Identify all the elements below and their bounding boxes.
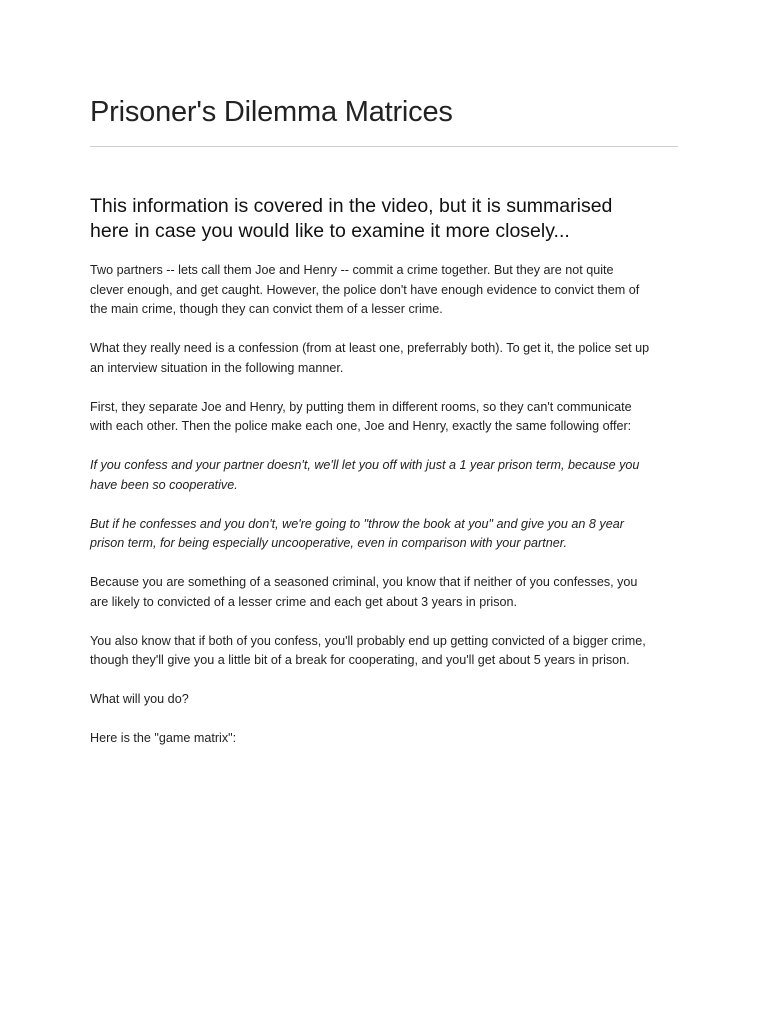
text-line: Here is the "game matrix": [90, 731, 237, 745]
text-line: the main crime, though they can convict them of a lesser crime. [90, 302, 443, 316]
paragraph-matrix-intro [90, 729, 680, 749]
paragraph-neither-confesses [90, 573, 680, 612]
text-line: have been so cooperative. [90, 477, 238, 492]
text-line: are likely to convicted of a lesser crime and each get about 3 years in prison. [90, 594, 518, 609]
text-line: with each other. Then the police make each one, Joe and Henry, exactly the same following offer: [90, 419, 632, 433]
text-line: What they really need is a confession (from at least one, preferrably both). To get it, the police set up [90, 341, 650, 355]
paragraph-question [90, 690, 680, 710]
paragraph-offer-refuse [90, 515, 680, 554]
text-line: an interview situation in the following manner. [90, 360, 344, 375]
section-heading-line-2: here in case you would like to examine it more closely... [90, 220, 570, 242]
text-line: You also know that if both of you confess, you'll probably end up getting convicted of a bigger crime, [90, 633, 646, 648]
text-line: But if he confesses and you don't, we're going to "throw the book at you" and give you an 8 year [90, 516, 624, 531]
body-text [90, 261, 680, 749]
section-heading [90, 194, 680, 244]
title-divider [90, 146, 678, 147]
paragraph-separation [90, 398, 680, 437]
text-line: Because you are something of a seasoned criminal, you know that if neither of you confesses, you [90, 575, 638, 589]
text-line: If you confess and your partner doesn't, we'll let you off with just a 1 year prison term, because you [90, 458, 640, 472]
text-line: though they'll give you a little bit of a break for cooperating, and you'll get about 5 years in prison. [90, 653, 630, 667]
paragraph-confession [90, 339, 680, 378]
paragraph-both-confess [90, 632, 680, 671]
section-heading-line-1: This information is covered in the video, but it is summarised [90, 195, 613, 217]
paragraph-offer-confess [90, 456, 680, 495]
page-title: Prisoner's Dilemma Matrices [90, 96, 453, 128]
paragraph-intro [90, 261, 680, 320]
text-line: What will you do? [90, 692, 189, 706]
text-line: prison term, for being especially uncooperative, even in comparison with your partner. [90, 536, 567, 550]
text-line: Two partners -- lets call them Joe and Henry -- commit a crime together. But they are not quite [90, 263, 614, 277]
document-page [90, 92, 680, 768]
text-line: First, they separate Joe and Henry, by putting them in different rooms, so they can't communicate [90, 399, 632, 414]
text-line: clever enough, and get caught. However, the police don't have enough evidence to convict them of [90, 282, 640, 297]
